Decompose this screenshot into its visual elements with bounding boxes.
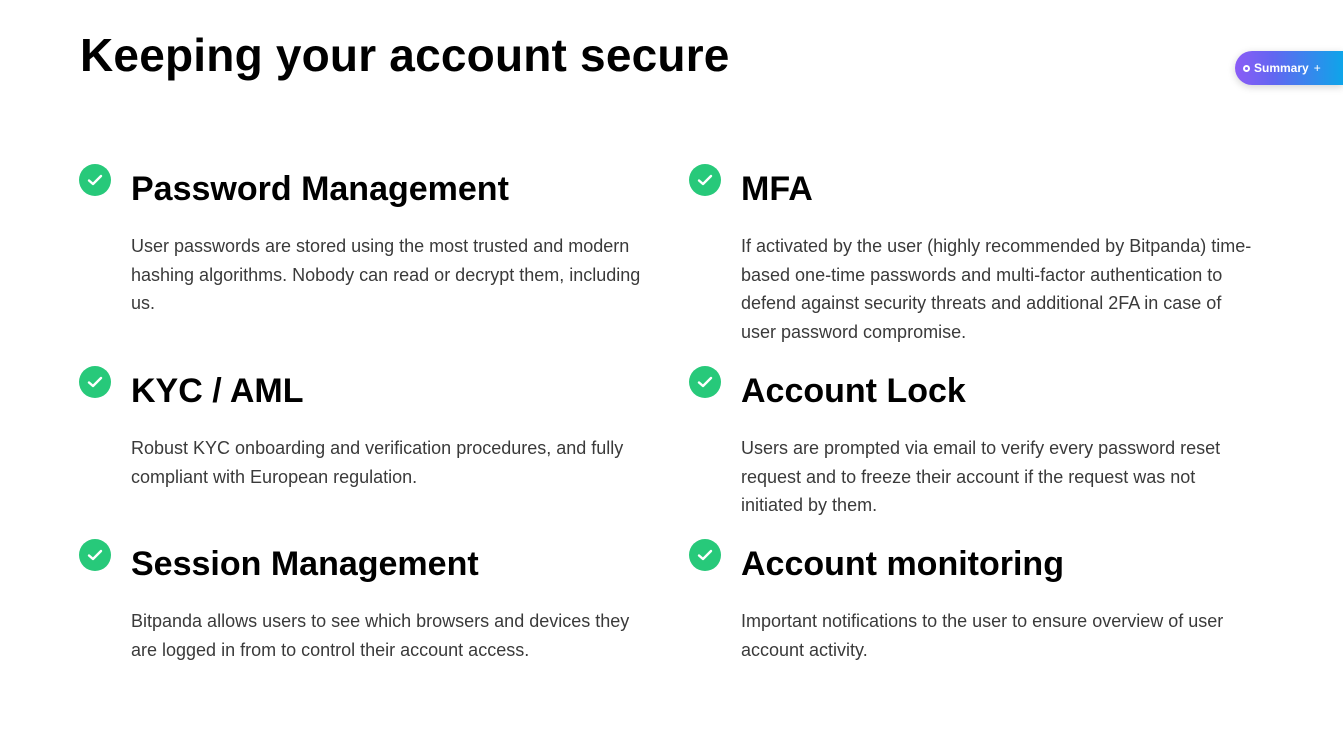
page-title: Keeping your account secure <box>80 29 730 81</box>
check-icon <box>689 539 721 571</box>
summary-button[interactable] <box>1235 51 1343 85</box>
feature-description: Important notifications to the user to ensure overview of user account activity. <box>741 611 1224 660</box>
summary-label: Summary <box>1254 61 1309 75</box>
feature-title: Account Lock <box>741 372 966 410</box>
feature-description: Users are prompted via email to verify every password reset request and to freeze their account if the request was not initiated by them. <box>741 438 1221 515</box>
feature-description: User passwords are stored using the most trusted and modern hashing algorithms. Nobody can read or decrypt them, including us. <box>131 236 641 313</box>
feature-description: If activated by the user (highly recommended by Bitpanda) time-based one-time passwords and multi-factor authentication to defend against security threats and additional 2FA in case of user password compromise. <box>741 236 1252 342</box>
check-icon <box>79 164 111 196</box>
feature-title: Account monitoring <box>741 545 1064 583</box>
check-icon <box>689 366 721 398</box>
feature-title: MFA <box>741 170 813 208</box>
check-icon <box>79 539 111 571</box>
feature-title: Password Management <box>131 170 509 208</box>
check-icon <box>689 164 721 196</box>
feature-description: Robust KYC onboarding and verification procedures, and fully compliant with European regulation. <box>131 438 624 487</box>
plus-icon: + <box>1313 61 1321 75</box>
feature-description: Bitpanda allows users to see which browsers and devices they are logged in from to control their account access. <box>131 611 630 660</box>
summary-ring-icon <box>1243 65 1250 72</box>
feature-title: Session Management <box>131 545 479 583</box>
feature-title: KYC / AML <box>131 372 304 410</box>
check-icon <box>79 366 111 398</box>
